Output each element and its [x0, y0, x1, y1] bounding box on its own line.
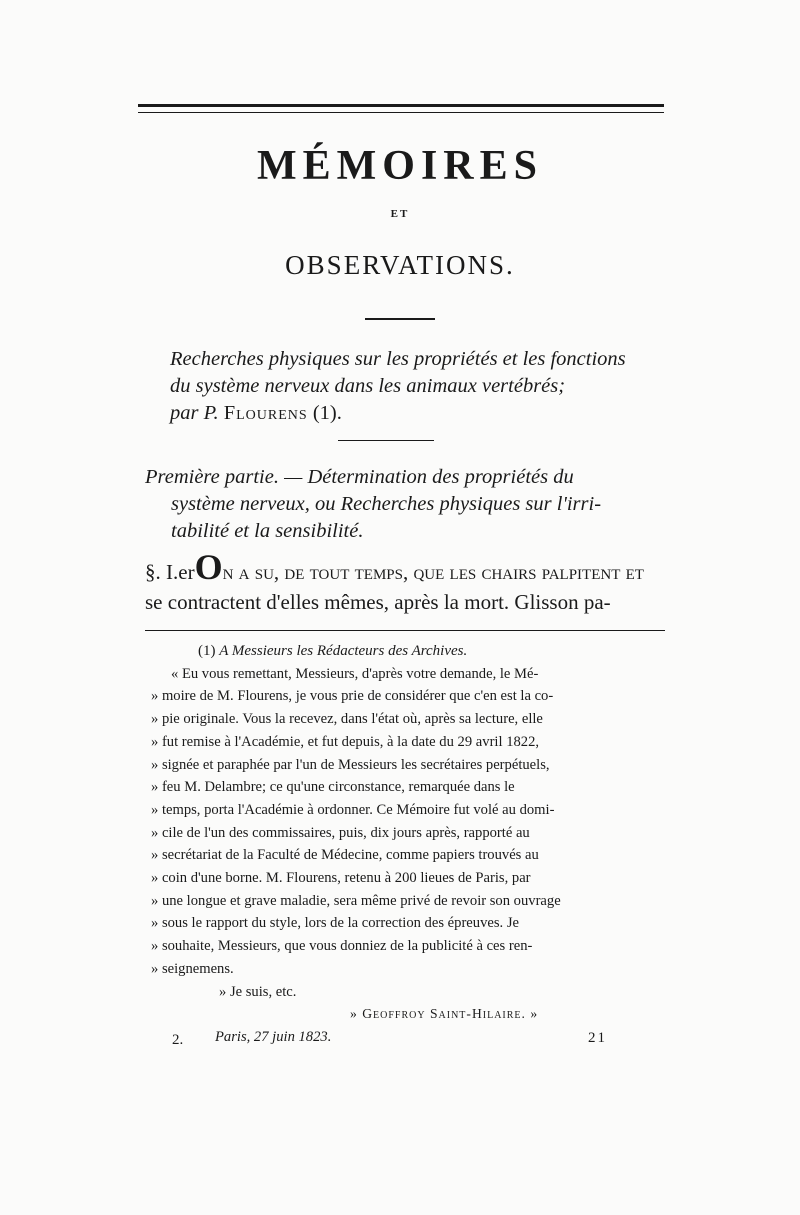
article-byline: [170, 400, 660, 427]
footnote: [145, 640, 670, 1049]
title-divider: [365, 318, 435, 320]
byline-author: Flourens: [223, 402, 308, 424]
body-line: [145, 547, 665, 587]
footnote-line: « Eu vous remettant, Messieurs, d'après votre demande, le Mé-: [171, 665, 539, 682]
gathering-mark: 21: [588, 1030, 607, 1046]
article-heading: [170, 346, 660, 427]
header-rule-thick: [138, 104, 664, 107]
part-heading: [145, 464, 665, 545]
section-mark: §. I.er: [145, 560, 195, 584]
footnote-line: » seignemens.: [151, 960, 234, 977]
footnote-divider: [145, 630, 665, 631]
footnote-date: Paris, 27 juin 1823.: [215, 1028, 332, 1045]
footnote-line: » secrétariat de la Faculté de Médecine, comme papiers trouvés au: [151, 847, 539, 864]
footnote-line: » temps, porta l'Académie à ordonner. Ce Mémoire fut volé au domi-: [151, 801, 555, 818]
title-conjunction: ET: [390, 208, 410, 220]
section-title: MÉMOIRES: [256, 143, 543, 189]
footnote-number: (1): [198, 643, 216, 659]
body-line: se contractent d'elles mêmes, après la mort. Glisson pa-: [145, 590, 611, 614]
footnote-signature: [145, 1003, 670, 1026]
footnote-line: » feu M. Delambre; ce qu'une circonstance, remarquée dans le: [151, 779, 515, 796]
footnote-closing: » Je suis, etc.: [219, 983, 297, 1000]
body-paragraph: [145, 547, 665, 617]
footnote-line: » souhaite, Messieurs, que vous donniez de la publicité à ces ren-: [151, 938, 533, 955]
footnote-line: » fut remise à l'Académie, et fut depuis, à la date du 29 avril 1822,: [151, 733, 540, 750]
footnote-line: » coin d'une borne. M. Flourens, retenu à 200 lieues de Paris, par: [151, 870, 531, 887]
footnote-line: » pie originale. Vous la recevez, dans l'état où, après sa lecture, elle: [151, 711, 543, 728]
part-heading-line: Première partie. — Détermination des propriétés du: [145, 466, 574, 488]
signature-mark: 2.: [172, 1032, 184, 1048]
section-subtitle: OBSERVATIONS.: [285, 250, 515, 280]
part-heading-line: système nerveux, ou Recherches physiques sur l'irri-: [171, 493, 602, 515]
footnote-line: » cile de l'un des commissaires, puis, dix jours après, rapporté au: [151, 824, 530, 841]
footnote-line: » signée et paraphée par l'un de Messieurs les secrétaires perpétuels,: [151, 756, 550, 773]
signature-text: » Geoffroy Saint-Hilaire. »: [350, 1006, 539, 1022]
body-line-rest: n a su, de tout temps, que les chairs palpitent et: [222, 560, 644, 584]
footnote-title: [145, 640, 670, 663]
drop-cap: O: [194, 547, 223, 587]
part-heading-line: tabilité et la sensibilité.: [171, 520, 364, 542]
footnote-line: » moire de M. Flourens, je vous prie de considérer que c'en est la co-: [151, 688, 554, 705]
article-heading-line: Recherches physiques sur les propriétés et les fonctions: [170, 348, 626, 370]
byline-note-ref: (1).: [312, 402, 342, 424]
header-double-rule: [138, 104, 664, 118]
heading-divider: [338, 440, 434, 441]
footnote-line: » sous le rapport du style, lors de la correction des épreuves. Je: [151, 915, 519, 932]
byline-prefix: par P.: [170, 402, 219, 424]
footnote-line: » une longue et grave maladie, sera même privé de revoir son ouvrage: [151, 892, 561, 909]
article-heading-line: du système nerveux dans les animaux vertébrés;: [170, 375, 566, 397]
footnote-title-text: A Messieurs les Rédacteurs des Archives.: [219, 643, 468, 659]
header-rule-thin: [138, 112, 664, 113]
